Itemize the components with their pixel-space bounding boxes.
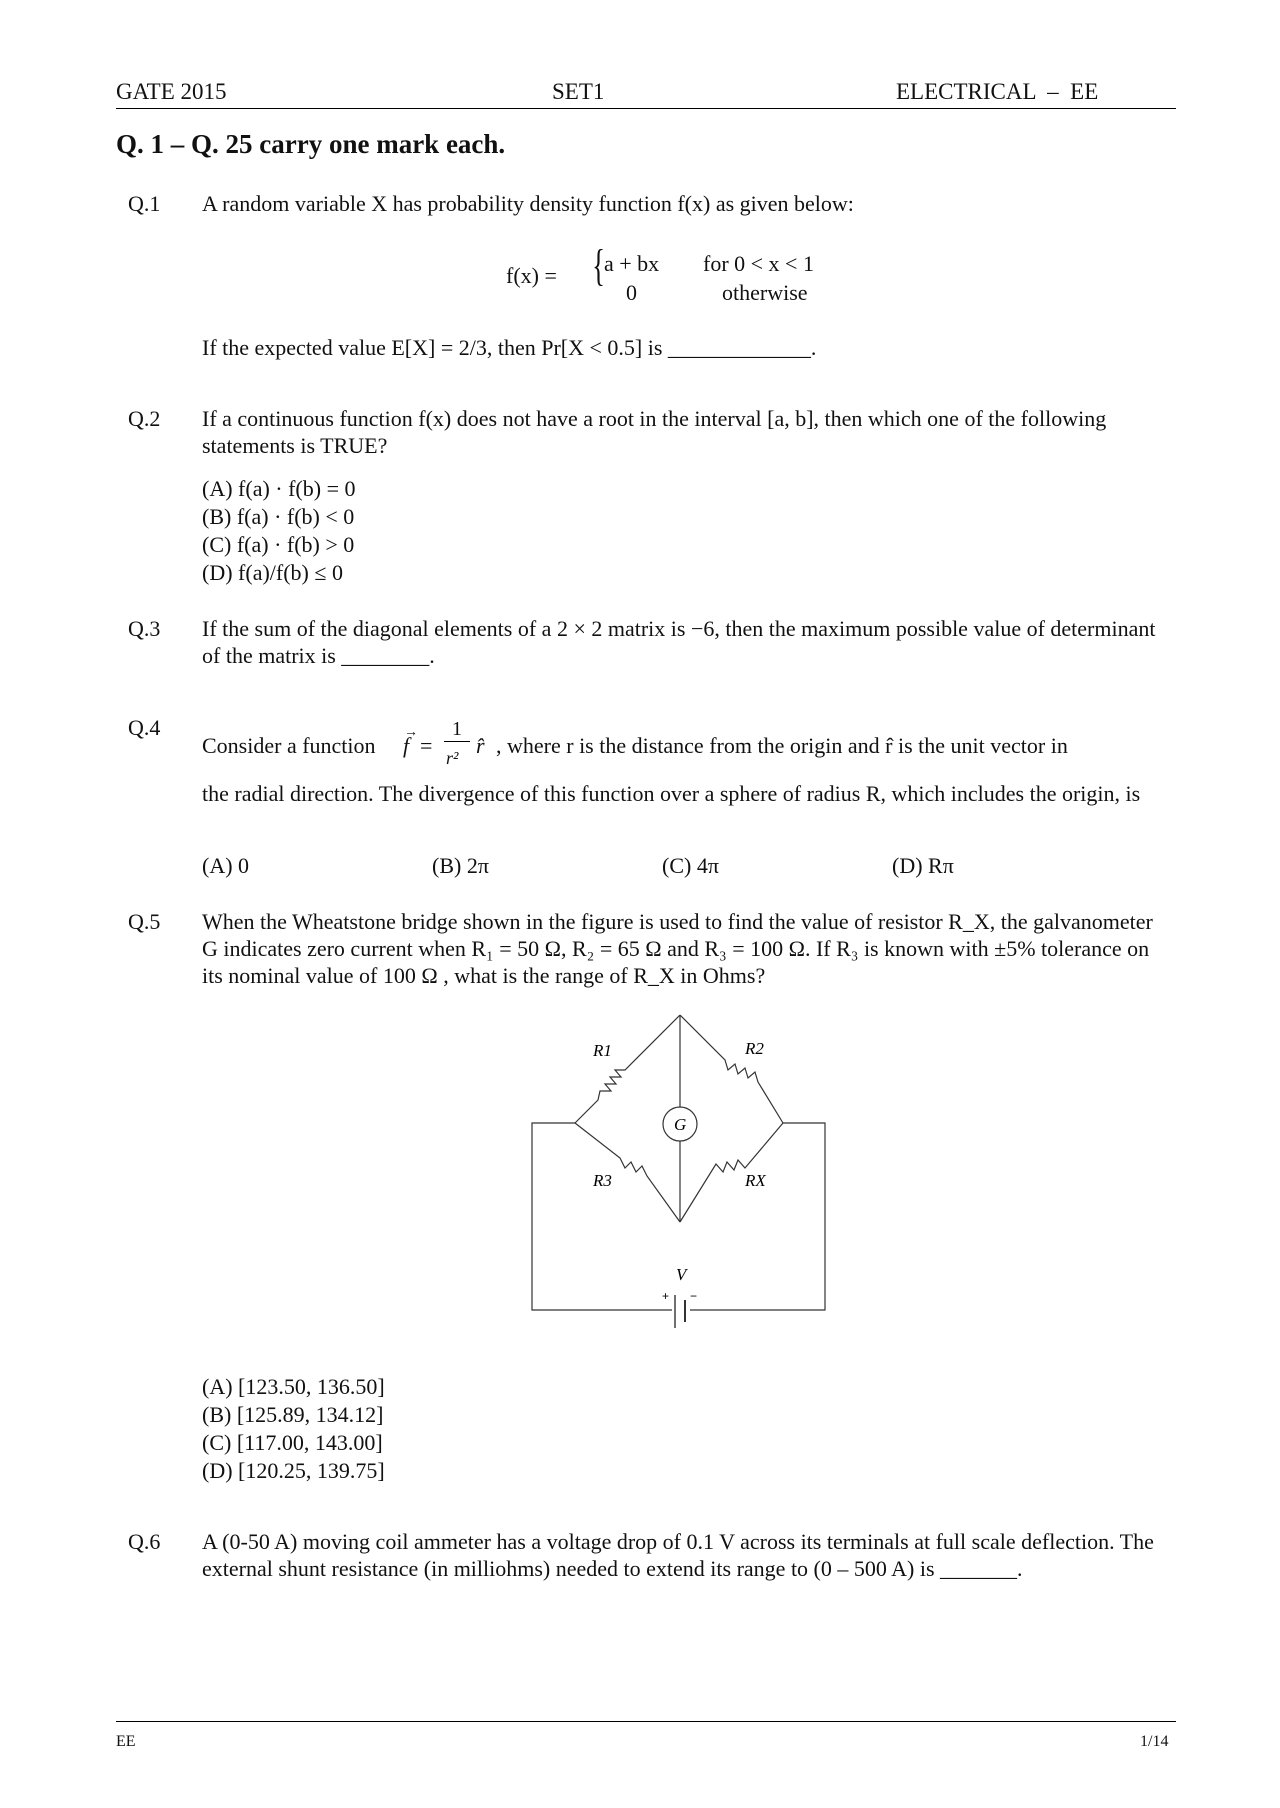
q6-number: Q.6 — [128, 1529, 161, 1554]
header-paper: ELECTRICAL – EE — [896, 79, 1099, 104]
q1-formula-brace: { — [592, 241, 605, 290]
header-rule — [116, 108, 1176, 109]
q4-option-b: (B) 2π — [432, 853, 489, 878]
q1-case2-cond: otherwise — [722, 280, 808, 305]
label-g: G — [674, 1115, 687, 1134]
header-set: SET1 — [552, 79, 605, 104]
q4-option-d: (D) Rπ — [892, 853, 954, 878]
label-r3: R3 — [593, 1171, 612, 1190]
q2-text: If a continuous function f(x) does not have a root in the interval [a, b], then which one of the following statements is TRUE? — [202, 406, 1107, 458]
outer-loop-wire — [532, 1123, 672, 1310]
q4-number: Q.4 — [128, 715, 161, 740]
q5-options — [202, 1373, 1172, 1485]
label-rx: RX — [745, 1171, 766, 1190]
q1-text2: If the expected value E[X] = 2/3, then Pr[X < 0.5] is _____________. — [202, 335, 817, 360]
q1-text: A random variable X has probability density function f(x) as given below: — [202, 191, 854, 216]
q4-text-before: Consider a function — [202, 733, 376, 758]
q2-option-d: (D) f(a)/f(b) ≤ 0 — [202, 560, 343, 585]
q5-number: Q.5 — [128, 909, 161, 934]
q5-option-a: (A) [123.50, 136.50] — [202, 1374, 385, 1399]
q1-case1-expr: a + bx — [604, 251, 660, 276]
section-title: Q. 1 – Q. 25 carry one mark each. — [116, 129, 506, 159]
q2-option-c: (C) f(a) · f(b) > 0 — [202, 532, 355, 557]
q4-rhat: r̂ — [476, 733, 485, 758]
label-r2: R2 — [745, 1039, 764, 1058]
q5-option-b: (B) [125.89, 134.12] — [202, 1402, 384, 1427]
q1-case2-expr: 0 — [626, 280, 637, 305]
q2-number: Q.2 — [128, 406, 161, 431]
q4-fraction-bar — [444, 741, 470, 742]
bridge-wire-rx — [680, 1123, 783, 1222]
footer-rule — [116, 1721, 1176, 1722]
q4-numerator: 1 — [452, 718, 462, 740]
bridge-wire-r1 — [575, 1015, 680, 1123]
bridge-wire-r2 — [680, 1015, 783, 1123]
q6-text: A (0-50 A) moving coil ammeter has a voltage drop of 0.1 V across its terminals at full scale deflection. The external shunt resistance (in milliohms) needed to extend its range to (0 – 500 A) is _______. — [202, 1529, 1154, 1581]
footer-paper-code: EE — [116, 1733, 136, 1750]
outer-loop-wire-right — [690, 1123, 825, 1310]
q4-option-a: (A) 0 — [202, 853, 250, 878]
q2-options — [202, 475, 1172, 587]
q5-option-c: (C) [117.00, 143.00] — [202, 1430, 383, 1455]
q3-number: Q.3 — [128, 616, 161, 641]
q5-text: When the Wheatstone bridge shown in the figure is used to find the value of resistor R_X, the galvanometer G indicates zero current when R₁ = 50 Ω, R₂ = 65 Ω and R₃ = 100 Ω. If R₃ is known with ±5% tolerance on its nominal value of 100 Ω , what is the range of R_X in Ohms? — [202, 909, 1153, 988]
footer-page-number: 1/14 — [1140, 1733, 1169, 1750]
q2-option-a: (A) f(a) · f(b) = 0 — [202, 476, 356, 501]
label-plus: + — [662, 1289, 670, 1303]
q5-option-d: (D) [120.25, 139.75] — [202, 1458, 385, 1483]
header-exam: GATE 2015 — [116, 79, 227, 104]
wheatstone-bridge-figure — [520, 1010, 840, 1350]
q2-option-b: (B) f(a) · f(b) < 0 — [202, 504, 355, 529]
label-r1: R1 — [593, 1041, 612, 1060]
q4-denominator: r² — [446, 748, 459, 768]
q4-equals: = — [420, 733, 433, 758]
q4-text2: the radial direction. The divergence of this function over a sphere of radius R, which includes the origin, is — [202, 781, 1141, 806]
label-minus: − — [690, 1289, 698, 1303]
q4-vector-arrow: → — [404, 725, 418, 740]
q4-f-vector: f — [403, 733, 410, 758]
q3-text: If the sum of the diagonal elements of a 2 × 2 matrix is −6, then the maximum possible value of determinant of the matrix is ________. — [202, 616, 1156, 668]
q4-text-after: , where r is the distance from the origin and r̂ is the unit vector in — [496, 733, 1068, 758]
q4-option-c: (C) 4π — [662, 853, 719, 878]
bridge-wire-r3 — [575, 1123, 680, 1222]
label-v: V — [676, 1265, 687, 1284]
q1-case1-cond: for 0 < x < 1 — [703, 251, 814, 276]
q1-formula-lhs: f(x) = — [506, 263, 557, 288]
q1-number: Q.1 — [128, 191, 161, 216]
